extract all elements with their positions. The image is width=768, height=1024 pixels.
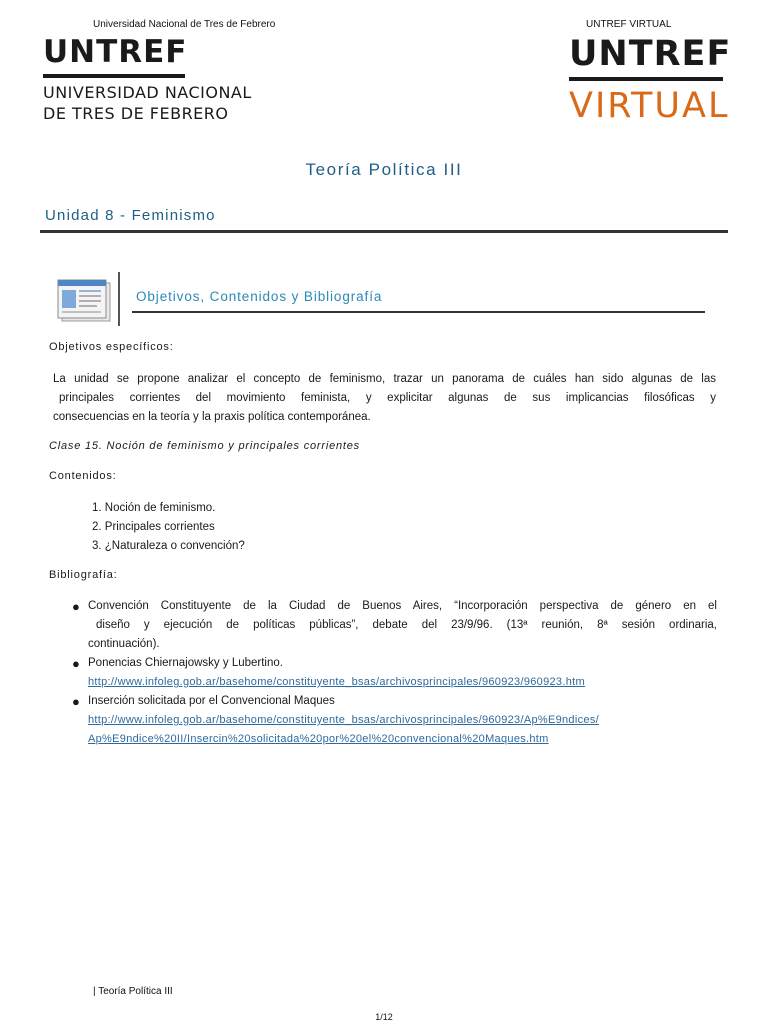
logo-subtitle-line1: UNIVERSIDAD NACIONAL — [43, 83, 252, 102]
biblio-line: diseño y ejecución de políticas públicas”, debate del 23/9/96. (13ª reunión, 8ª sesión ordinaria, — [96, 619, 717, 631]
biblio-line: continuación). — [88, 638, 160, 650]
biblio-link-continuation[interactable]: Ap%E9ndice%20II/Insercin%20solicitada%20por%20el%20convencional%20Maques.htm — [88, 733, 549, 745]
virtual-logo-bar — [569, 77, 723, 81]
bullet-icon: ● — [72, 656, 80, 671]
unit-divider — [40, 230, 728, 233]
list-item: 1. Noción de feminismo. — [92, 502, 216, 514]
contenidos-list — [92, 499, 245, 556]
document-title: Teoría Política III — [305, 160, 463, 179]
clase-heading: Clase 15. Noción de feminismo y principales corrientes — [49, 440, 360, 452]
bibliografia-label: Bibliografía: — [49, 569, 118, 581]
page-number: 1/12 — [375, 1012, 393, 1022]
logo-bar — [43, 74, 185, 78]
biblio-link[interactable]: http://www.infoleg.gob.ar/basehome/constituyente_bsas/archivosprincipales/960923/960923.htm — [88, 676, 585, 688]
university-name: Universidad Nacional de Tres de Febrero — [93, 19, 276, 30]
list-item: 3. ¿Naturaleza o convención? — [92, 540, 245, 552]
section-separator — [118, 272, 120, 326]
list-item — [72, 597, 717, 654]
untref-virtual-label: UNTREF VIRTUAL — [586, 19, 672, 30]
bullet-icon: ● — [72, 694, 80, 709]
objetivos-label: Objetivos específicos: — [49, 341, 174, 353]
biblio-line: Convención Constituyente de la Ciudad de Buenos Aires, “Incorporación perspectiva de género en el — [88, 600, 717, 612]
objetivos-paragraph — [53, 370, 716, 427]
objetivos-line: principales corrientes del movimiento feminista, y explicitar algunas de sus implicancias filosóficas y — [59, 392, 716, 404]
bullet-icon: ● — [72, 599, 80, 614]
unit-title: Unidad 8 - Feminismo — [45, 207, 216, 224]
logo-subtitle-line2: DE TRES DE FEBRERO — [43, 104, 229, 123]
biblio-text: Ponencias Chiernajowsky y Lubertino. — [88, 657, 283, 669]
objetivos-line: La unidad se propone analizar el concepto de feminismo, trazar un panorama de cuáles han sido algunas de las — [53, 373, 716, 385]
biblio-text: Inserción solicitada por el Convencional Maques — [88, 695, 335, 707]
list-item — [72, 692, 717, 749]
objetivos-line: consecuencias en la teoría y la praxis política contemporánea. — [53, 411, 371, 423]
section-title: Objetivos, Contenidos y Bibliografía — [136, 289, 383, 304]
contenidos-label: Contenidos: — [49, 470, 117, 482]
logo-wordmark: UNTREF — [43, 34, 188, 70]
list-item — [72, 654, 717, 692]
footer-title: | Teoría Política III — [93, 986, 173, 997]
virtual-logo-wordmark: UNTREF — [569, 34, 732, 74]
virtual-logo-text: VIRTUAL — [569, 86, 730, 126]
biblio-link[interactable]: http://www.infoleg.gob.ar/basehome/constituyente_bsas/archivosprincipales/960923/Ap%E9ndices/ — [88, 714, 599, 726]
document-page-icon — [54, 276, 114, 324]
list-item: 2. Principales corrientes — [92, 521, 215, 533]
bibliografia-list — [72, 597, 717, 749]
section-divider — [132, 311, 705, 313]
